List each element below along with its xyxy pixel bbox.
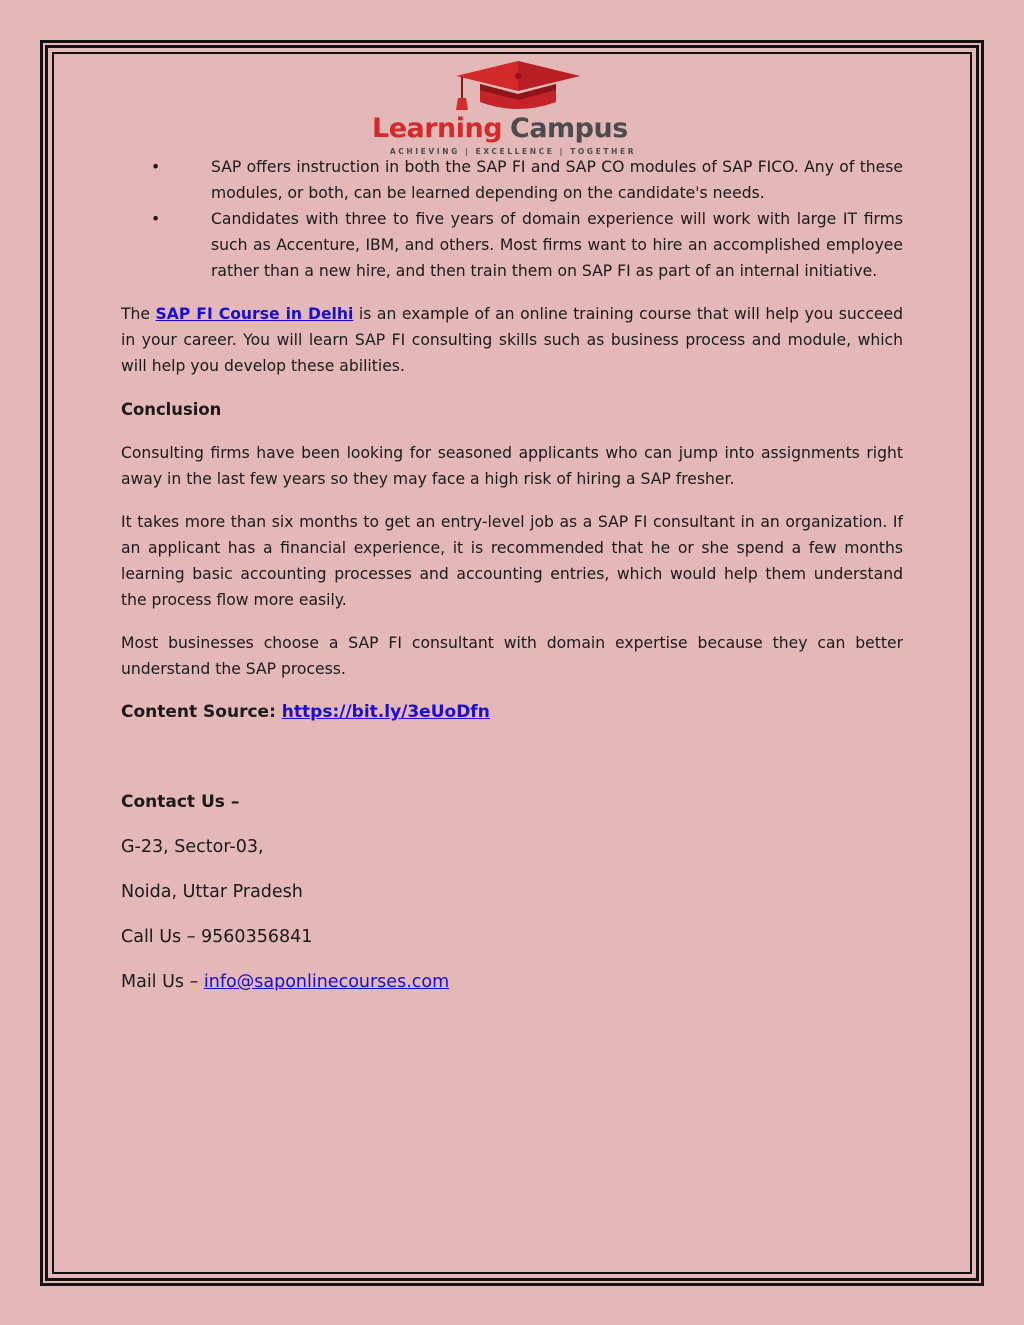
graduation-cap-icon xyxy=(368,58,658,114)
contact-phone: Call Us – 9560356841 xyxy=(121,927,313,947)
content-source xyxy=(121,699,903,725)
logo-word-learning: Learning xyxy=(372,113,503,144)
contact-email-link[interactable]: info@saponlinecourses.com xyxy=(203,972,450,992)
contact-heading: Contact Us – xyxy=(121,792,240,812)
conclusion-paragraph: Most businesses choose a SAP FI consultant with domain expertise because they can better understand the SAP process. xyxy=(121,634,903,678)
intro-text-before: The xyxy=(121,305,156,323)
list-item: • Candidates with three to five years of domain experience will work with large IT firms such as Accenture, IBM, and others. Most firms want to hire an accomplished employee rather than a new hire, and then train them on SAP FI as part of an internal initiative. xyxy=(121,206,903,284)
logo-word-campus: Campus xyxy=(510,113,628,144)
contact-mail xyxy=(121,969,903,995)
document-body xyxy=(121,154,903,995)
bullet-list xyxy=(121,154,903,284)
intro-text-after: is an example of an online training course that will help you succeed in your career. You will learn SAP FI consulting skills such as business process and module, which will help you develop these abilities. xyxy=(121,305,903,375)
content-source-link[interactable]: https://bit.ly/3eUoDfn xyxy=(281,702,490,722)
intro-paragraph xyxy=(121,301,903,379)
conclusion-paragraph: Consulting firms have been looking for seasoned applicants who can jump into assignments right away in the last few years so they may face a high risk of hiring a SAP fresher. xyxy=(121,444,903,488)
learning-campus-logo xyxy=(368,58,658,156)
content-source-label: Content Source: xyxy=(121,702,282,722)
contact-address-line2: Noida, Uttar Pradesh xyxy=(121,882,303,902)
sap-fi-course-link[interactable]: SAP FI Course in Delhi xyxy=(155,305,354,323)
contact-mail-label: Mail Us – xyxy=(121,972,204,992)
conclusion-heading: Conclusion xyxy=(121,400,222,419)
conclusion-paragraph: It takes more than six months to get an entry-level job as a SAP FI consultant in an organization. If an applicant has a financial experience, it is recommended that he or she spend a few months learning basic accounting processes and accounting entries, which would help them understand the process flow more easily. xyxy=(121,513,903,609)
logo-tagline: ACHIEVING | EXCELLENCE | TOGETHER xyxy=(389,147,637,156)
contact-address-line1: G-23, Sector-03, xyxy=(121,837,264,857)
list-item: • SAP offers instruction in both the SAP FI and SAP CO modules of SAP FICO. Any of these modules, or both, can be learned depending on the candidate's needs. xyxy=(121,154,903,206)
